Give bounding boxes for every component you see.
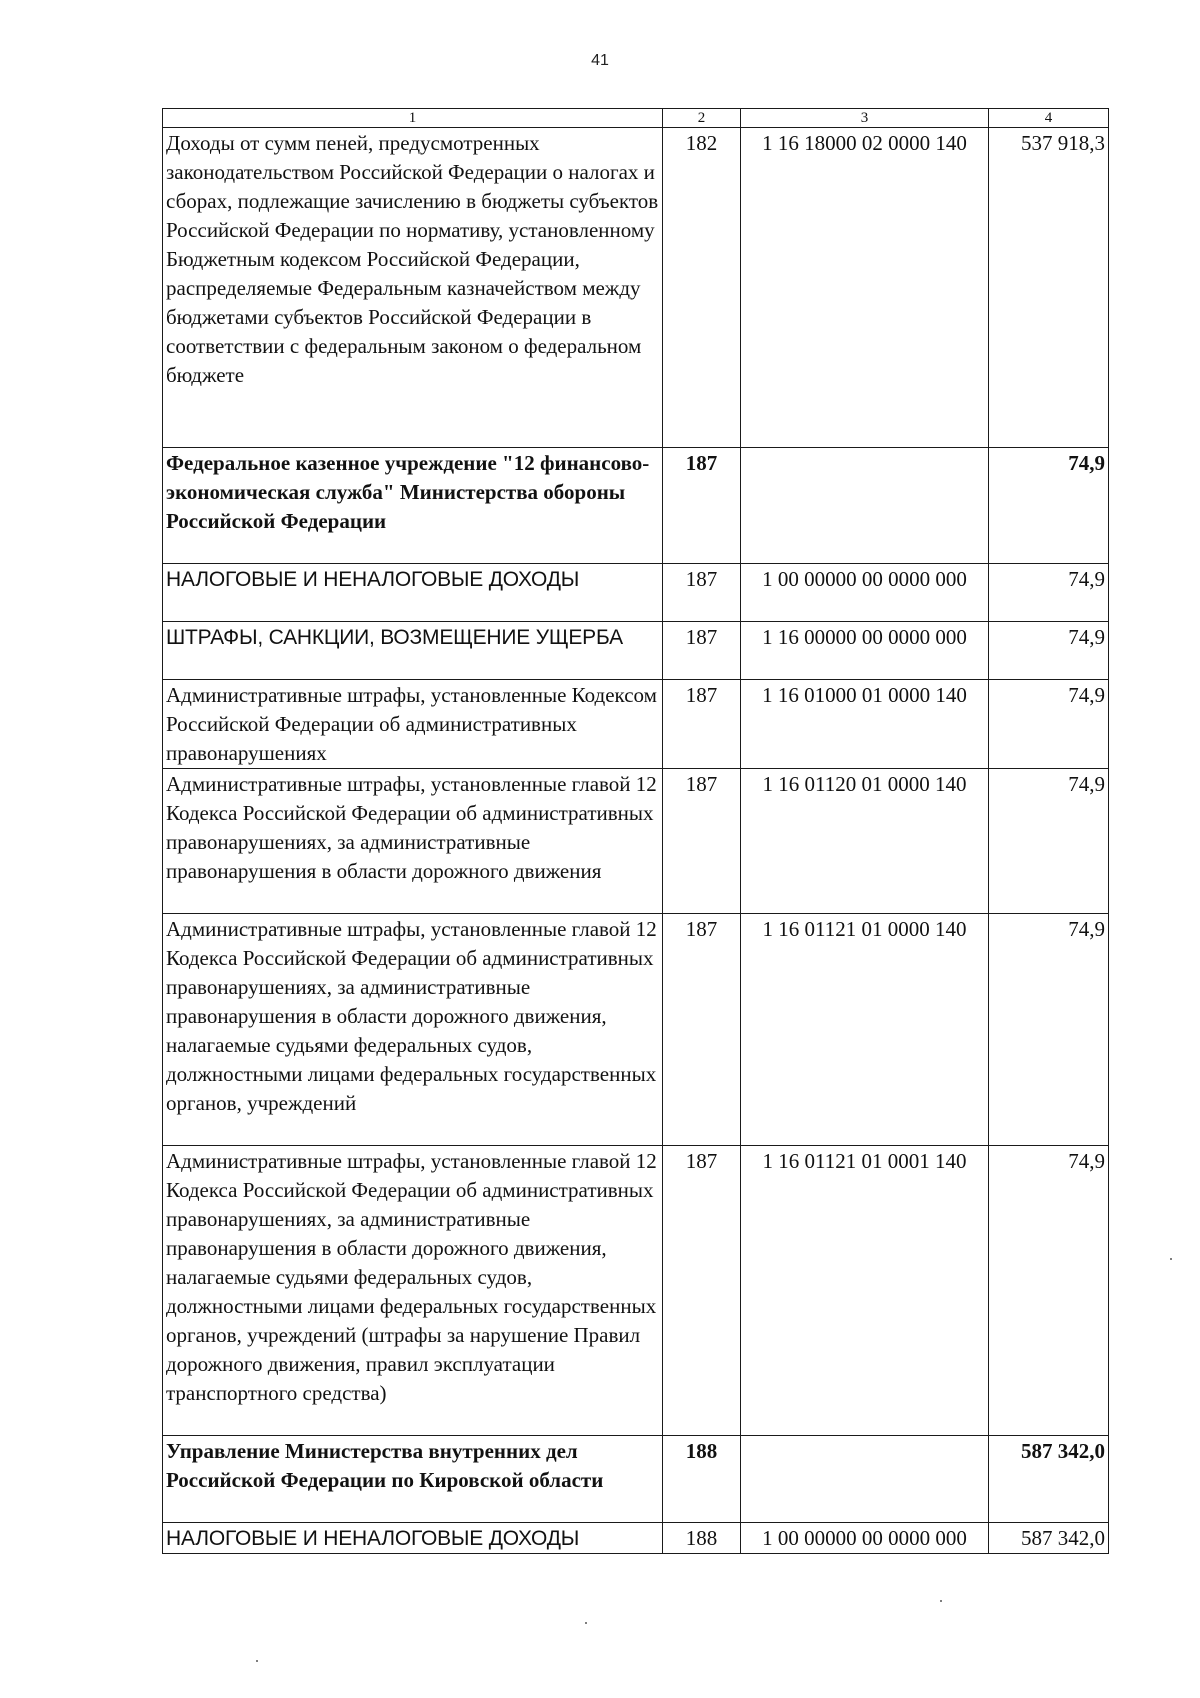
row-amount: 74,9 [989, 448, 1109, 564]
row-name: НАЛОГОВЫЕ И НЕНАЛОГОВЫЕ ДОХОДЫ [163, 1523, 663, 1554]
table-row-section [163, 1436, 1109, 1523]
row-name: Административные штрафы, установленные главой 12 Кодекса Российской Федерации об административных правонарушениях, за административные правонарушения в области дорожного движения [163, 769, 663, 914]
column-header-1: 1 [163, 109, 663, 128]
table-header-row [163, 109, 1109, 128]
row-admin-code: 187 [663, 448, 741, 564]
row-budget-code [741, 1436, 989, 1523]
row-amount: 74,9 [989, 680, 1109, 769]
row-admin-code: 187 [663, 1146, 741, 1436]
row-budget-code: 1 16 18000 02 0000 140 [741, 128, 989, 448]
row-name: Административные штрафы, установленные главой 12 Кодекса Российской Федерации об административных правонарушениях, за административные правонарушения в области дорожного движения, налагаемые судьями федеральных судов, должностными лицами федеральных государственных органов, учреждений (штрафы за нарушение Правил дорожного движения, правил эксплуатации транспортного средства) [163, 1146, 663, 1436]
row-name: Доходы от сумм пеней, предусмотренных законодательством Российской Федерации о налогах и сборах, подлежащие зачислению в бюджеты субъектов Российской Федерации по нормативу, установленному Бюджетным кодексом Российской Федерации, распределяемые Федеральным казначейством между бюджетами субъектов Российской Федерации в соответствии с федеральным законом о федеральном бюджете [163, 128, 663, 448]
row-budget-code: 1 16 01120 01 0000 140 [741, 769, 989, 914]
row-name: Федеральное казенное учреждение "12 финансово-экономическая служба" Министерства обороны Российской Федерации [163, 448, 663, 564]
row-budget-code: 1 16 01121 01 0000 140 [741, 914, 989, 1146]
row-admin-code: 187 [663, 914, 741, 1146]
scan-speck [1170, 1258, 1172, 1260]
row-name: НАЛОГОВЫЕ И НЕНАЛОГОВЫЕ ДОХОДЫ [163, 564, 663, 622]
row-amount: 74,9 [989, 564, 1109, 622]
row-admin-code: 182 [663, 128, 741, 448]
table-row-section [163, 448, 1109, 564]
row-admin-code: 187 [663, 680, 741, 769]
scan-speck [585, 1622, 587, 1624]
table-row [163, 1523, 1109, 1554]
row-admin-code: 187 [663, 564, 741, 622]
table-row [163, 914, 1109, 1146]
column-header-2: 2 [663, 109, 741, 128]
table-row [163, 128, 1109, 448]
scan-speck [940, 1600, 942, 1602]
row-budget-code [741, 448, 989, 564]
row-name: ШТРАФЫ, САНКЦИИ, ВОЗМЕЩЕНИЕ УЩЕРБА [163, 622, 663, 680]
row-amount: 74,9 [989, 769, 1109, 914]
table-row [163, 680, 1109, 769]
row-budget-code: 1 00 00000 00 0000 000 [741, 564, 989, 622]
table-row [163, 564, 1109, 622]
row-amount: 74,9 [989, 1146, 1109, 1436]
row-admin-code: 187 [663, 769, 741, 914]
row-amount: 587 342,0 [989, 1436, 1109, 1523]
row-name: Административные штрафы, установленные Кодексом Российской Федерации об административных правонарушениях [163, 680, 663, 769]
row-amount: 74,9 [989, 622, 1109, 680]
scan-speck [256, 1660, 258, 1662]
row-name: Административные штрафы, установленные главой 12 Кодекса Российской Федерации об административных правонарушениях, за административные правонарушения в области дорожного движения, налагаемые судьями федеральных судов, должностными лицами федеральных государственных органов, учреждений [163, 914, 663, 1146]
row-budget-code: 1 00 00000 00 0000 000 [741, 1523, 989, 1554]
row-admin-code: 188 [663, 1523, 741, 1554]
row-admin-code: 188 [663, 1436, 741, 1523]
row-budget-code: 1 16 01000 01 0000 140 [741, 680, 989, 769]
row-amount: 587 342,0 [989, 1523, 1109, 1554]
table-row [163, 769, 1109, 914]
row-budget-code: 1 16 00000 00 0000 000 [741, 622, 989, 680]
row-admin-code: 187 [663, 622, 741, 680]
row-amount: 537 918,3 [989, 128, 1109, 448]
table-row [163, 622, 1109, 680]
row-amount: 74,9 [989, 914, 1109, 1146]
column-header-3: 3 [741, 109, 989, 128]
row-name: Управление Министерства внутренних дел Российской Федерации по Кировской области [163, 1436, 663, 1523]
column-header-4: 4 [989, 109, 1109, 128]
table-row [163, 1146, 1109, 1436]
revenue-table [162, 108, 1109, 1554]
page-number: 41 [591, 52, 609, 69]
row-budget-code: 1 16 01121 01 0001 140 [741, 1146, 989, 1436]
